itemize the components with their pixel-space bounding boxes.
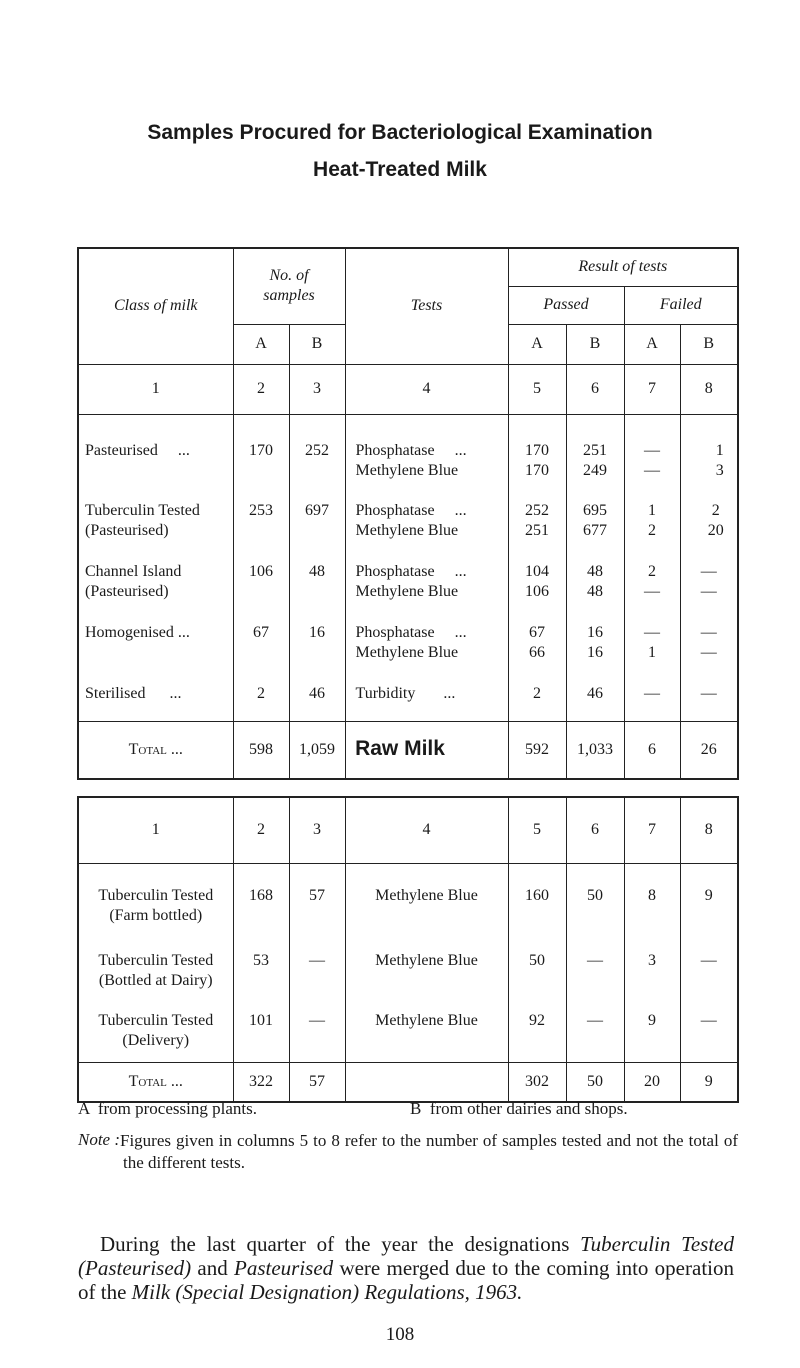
table-row <box>78 414 738 482</box>
header-result-of-tests: Result of tests <box>508 248 738 286</box>
passed-a-cell: 92 <box>508 1009 566 1062</box>
total-label: Total ... <box>78 1062 233 1102</box>
passed-a-cell: 170 170 <box>508 414 566 482</box>
table-row <box>78 947 738 1009</box>
paragraph-emphasis-2: Pasteurised <box>234 1256 334 1280</box>
class-cell: Channel Island (Pasteurised) <box>78 543 233 604</box>
samples-a-cell: 168 <box>233 863 289 947</box>
table-row <box>78 482 738 543</box>
total-passed-a: 302 <box>508 1062 566 1102</box>
passed-b-cell: 50 <box>566 863 624 947</box>
tests-cell: Phosphatase ... Methylene Blue <box>345 482 508 543</box>
column-number: 5 <box>508 797 566 863</box>
heat-treated-milk-table <box>77 247 739 780</box>
header-no-of-samples: No. of samples <box>233 248 345 324</box>
samples-a-cell: 253 <box>233 482 289 543</box>
samples-b-cell: 697 <box>289 482 345 543</box>
note-text: Figures given in columns 5 to 8 refer to the number of samples tested and not the total of the different tests. <box>120 1131 738 1172</box>
failed-a-cell: 1 2 <box>624 482 680 543</box>
passed-b-cell: 48 48 <box>566 543 624 604</box>
total-samples-b: 1,059 <box>289 721 345 779</box>
table-row <box>78 665 738 721</box>
samples-a-cell: 67 <box>233 604 289 665</box>
table-row <box>78 604 738 665</box>
passed-b-cell: 16 16 <box>566 604 624 665</box>
class-cell: Tuberculin Tested (Farm bottled) <box>78 863 233 947</box>
samples-a-cell: 2 <box>233 665 289 721</box>
note-label: Note : <box>78 1130 121 1149</box>
header-failed-b: B <box>680 324 738 364</box>
passed-a-cell: 252 251 <box>508 482 566 543</box>
samples-a-cell: 106 <box>233 543 289 604</box>
tests-cell: Turbidity ... <box>345 665 508 721</box>
passed-b-cell: — <box>566 1009 624 1062</box>
column-number: 7 <box>624 364 680 414</box>
failed-b-cell: — — <box>680 604 738 665</box>
table-row <box>78 543 738 604</box>
failed-b-cell: — <box>680 1009 738 1062</box>
passed-a-cell: 50 <box>508 947 566 1009</box>
header-samples-a: A <box>233 324 289 364</box>
failed-a-cell: 3 <box>624 947 680 1009</box>
paragraph-text-1: During the last quarter of the year the designations <box>100 1232 581 1256</box>
column-number-row <box>78 797 738 863</box>
samples-a-cell: 101 <box>233 1009 289 1062</box>
note <box>78 1130 738 1174</box>
column-number: 4 <box>345 797 508 863</box>
samples-a-cell: 53 <box>233 947 289 1009</box>
passed-b-cell: 251 249 <box>566 414 624 482</box>
class-cell: Tuberculin Tested (Pasteurised) <box>78 482 233 543</box>
page-title: Samples Procured for Bacteriological Examination <box>147 121 653 144</box>
legend-b: B from other dairies and shops. <box>410 1099 628 1118</box>
column-number: 3 <box>289 364 345 414</box>
tests-cell: Methylene Blue <box>345 863 508 947</box>
header-passed: Passed <box>508 286 624 324</box>
column-number: 8 <box>680 797 738 863</box>
passed-b-cell: 695 677 <box>566 482 624 543</box>
tests-cell: Methylene Blue <box>345 1009 508 1062</box>
failed-a-cell: — 1 <box>624 604 680 665</box>
samples-b-cell: — <box>289 947 345 1009</box>
failed-a-cell: — — <box>624 414 680 482</box>
failed-a-cell: — <box>624 665 680 721</box>
total-passed-b: 1,033 <box>566 721 624 779</box>
failed-a-cell: 9 <box>624 1009 680 1062</box>
total-failed-a: 6 <box>624 721 680 779</box>
total-samples-a: 322 <box>233 1062 289 1102</box>
failed-b-cell: — <box>680 665 738 721</box>
passed-b-cell: 46 <box>566 665 624 721</box>
total-tests-empty <box>345 1062 508 1102</box>
samples-b-cell: 46 <box>289 665 345 721</box>
samples-b-cell: 57 <box>289 863 345 947</box>
paragraph-text-2: and <box>191 1256 235 1280</box>
raw-milk-table <box>77 796 739 1103</box>
class-cell: Tuberculin Tested (Bottled at Dairy) <box>78 947 233 1009</box>
passed-a-cell: 160 <box>508 863 566 947</box>
samples-b-cell: — <box>289 1009 345 1062</box>
column-number: 6 <box>566 364 624 414</box>
column-number-row <box>78 364 738 414</box>
samples-b-cell: 16 <box>289 604 345 665</box>
section-title-heat-treated: Heat-Treated Milk <box>313 158 487 181</box>
column-number: 1 <box>78 797 233 863</box>
column-number: 2 <box>233 797 289 863</box>
samples-a-cell: 170 <box>233 414 289 482</box>
samples-b-cell: 252 <box>289 414 345 482</box>
column-number: 6 <box>566 797 624 863</box>
failed-b-cell: — <box>680 947 738 1009</box>
failed-b-cell: 9 <box>680 863 738 947</box>
column-number: 8 <box>680 364 738 414</box>
column-number: 5 <box>508 364 566 414</box>
column-number: 7 <box>624 797 680 863</box>
header-tests: Tests <box>345 248 508 364</box>
header-passed-a: A <box>508 324 566 364</box>
class-cell: Tuberculin Tested (Delivery) <box>78 1009 233 1062</box>
table-row <box>78 1009 738 1062</box>
section-title-raw-milk: Raw Milk <box>355 737 445 760</box>
total-failed-b: 9 <box>680 1062 738 1102</box>
failed-b-cell: — — <box>680 543 738 604</box>
total-samples-b: 57 <box>289 1062 345 1102</box>
passed-b-cell: — <box>566 947 624 1009</box>
header-class-of-milk: Class of milk <box>78 248 233 364</box>
passed-a-cell: 67 66 <box>508 604 566 665</box>
header-passed-b: B <box>566 324 624 364</box>
tests-cell: Phosphatase ... Methylene Blue <box>345 543 508 604</box>
total-failed-a: 20 <box>624 1062 680 1102</box>
paragraph-emphasis-3: Milk (Special Designation) Regulations, 1963. <box>131 1280 523 1304</box>
header-failed: Failed <box>624 286 738 324</box>
tests-cell: Phosphatase ... Methylene Blue <box>345 604 508 665</box>
tests-cell: Phosphatase ... Methylene Blue <box>345 414 508 482</box>
failed-a-cell: 2 — <box>624 543 680 604</box>
total-row <box>78 1062 738 1102</box>
class-cell: Sterilised ... <box>78 665 233 721</box>
passed-a-cell: 2 <box>508 665 566 721</box>
header-failed-a: A <box>624 324 680 364</box>
class-cell: Pasteurised ... <box>78 414 233 482</box>
total-passed-b: 50 <box>566 1062 624 1102</box>
column-number: 1 <box>78 364 233 414</box>
column-number: 2 <box>233 364 289 414</box>
total-label: Total ... <box>78 721 233 779</box>
samples-b-cell: 48 <box>289 543 345 604</box>
tests-cell: Methylene Blue <box>345 947 508 1009</box>
failed-b-cell: 1 3 <box>680 414 738 482</box>
total-passed-a: 592 <box>508 721 566 779</box>
failed-b-cell: 2 20 <box>680 482 738 543</box>
failed-a-cell: 8 <box>624 863 680 947</box>
header-samples-b: B <box>289 324 345 364</box>
table-row <box>78 863 738 947</box>
column-number: 4 <box>345 364 508 414</box>
total-failed-b: 26 <box>680 721 738 779</box>
legend-a: A from processing plants. <box>78 1099 257 1118</box>
designation-paragraph <box>78 1232 734 1304</box>
paragraph-emphasis-1: Tuberculin Tested (Pasteurised) <box>78 1232 734 1280</box>
total-samples-a: 598 <box>233 721 289 779</box>
page-number: 108 <box>385 1324 415 1345</box>
passed-a-cell: 104 106 <box>508 543 566 604</box>
column-number: 3 <box>289 797 345 863</box>
paragraph-text-3: were merged due to the coming into operation of the <box>78 1256 734 1304</box>
class-cell: Homogenised ... <box>78 604 233 665</box>
